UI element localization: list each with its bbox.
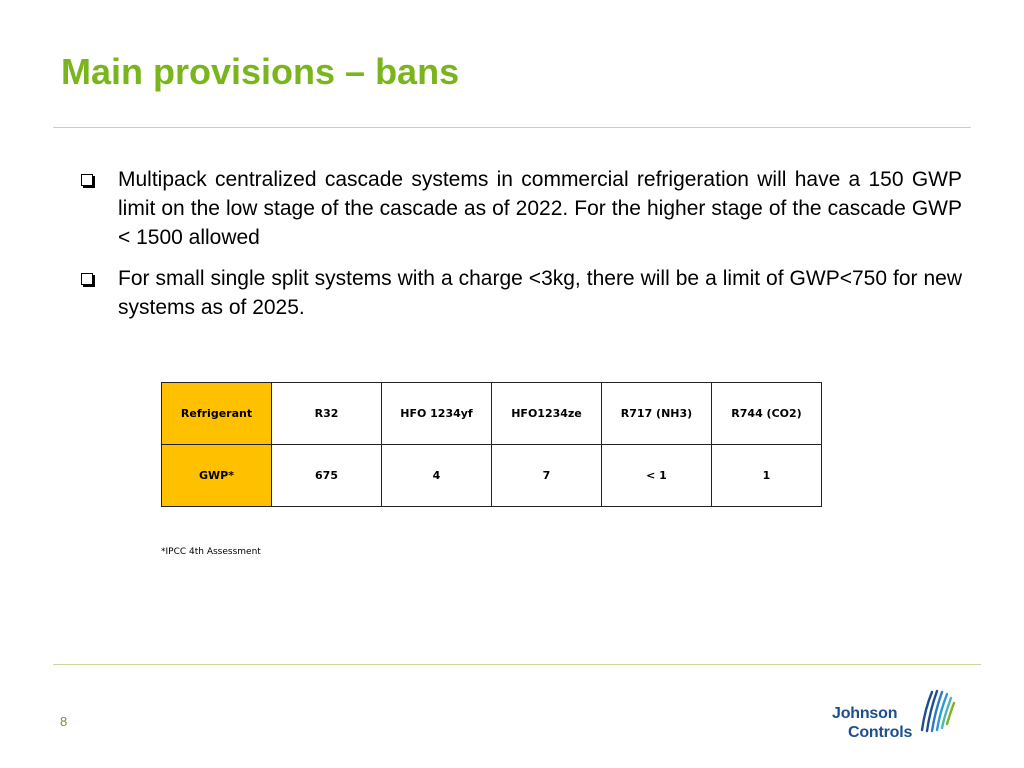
table-row-refrigerant xyxy=(162,383,822,445)
logo-line-1: Johnson xyxy=(832,705,898,722)
table-row-gwp xyxy=(162,445,822,507)
table-cell: HFO1234ze xyxy=(492,383,602,445)
logo-swoosh-icon xyxy=(918,686,958,734)
bullet-text: For small single split systems with a charge <3kg, there will be a limit of GWP<750 for new systems as of 2025. xyxy=(118,267,962,319)
table-cell: R717 (NH3) xyxy=(602,383,712,445)
bullet-text: Multipack centralized cascade systems in commercial refrigeration will have a 150 GWP limit on the low stage of the cascade as of 2022. For the higher stage of the cascade GWP < 1500 allowed xyxy=(118,168,962,249)
table-cell: < 1 xyxy=(602,445,712,507)
bullet-item xyxy=(78,165,962,252)
table-cell: 7 xyxy=(492,445,602,507)
slide-title: Main provisions – bans xyxy=(61,51,460,92)
table-cell: 1 xyxy=(712,445,822,507)
table-cell: 675 xyxy=(272,445,382,507)
table-cell: 4 xyxy=(382,445,492,507)
page-number: 8 xyxy=(60,714,68,729)
top-divider xyxy=(53,127,971,128)
bullet-list xyxy=(78,165,962,334)
table-header-cell: Refrigerant xyxy=(162,383,272,445)
table-cell: HFO 1234yf xyxy=(382,383,492,445)
checkbox-bullet-icon xyxy=(81,273,93,285)
table-cell: R32 xyxy=(272,383,382,445)
table-cell: R744 (CO2) xyxy=(712,383,822,445)
footnote: *IPCC 4th Assessment xyxy=(161,547,261,557)
bullet-item xyxy=(78,264,962,322)
gwp-table xyxy=(161,382,822,507)
johnson-controls-logo xyxy=(832,686,962,746)
table-header-cell: GWP* xyxy=(162,445,272,507)
checkbox-bullet-icon xyxy=(81,174,93,186)
logo-line-2: Controls xyxy=(848,724,913,741)
bottom-divider xyxy=(53,664,981,665)
logo-wordmark xyxy=(832,704,912,742)
